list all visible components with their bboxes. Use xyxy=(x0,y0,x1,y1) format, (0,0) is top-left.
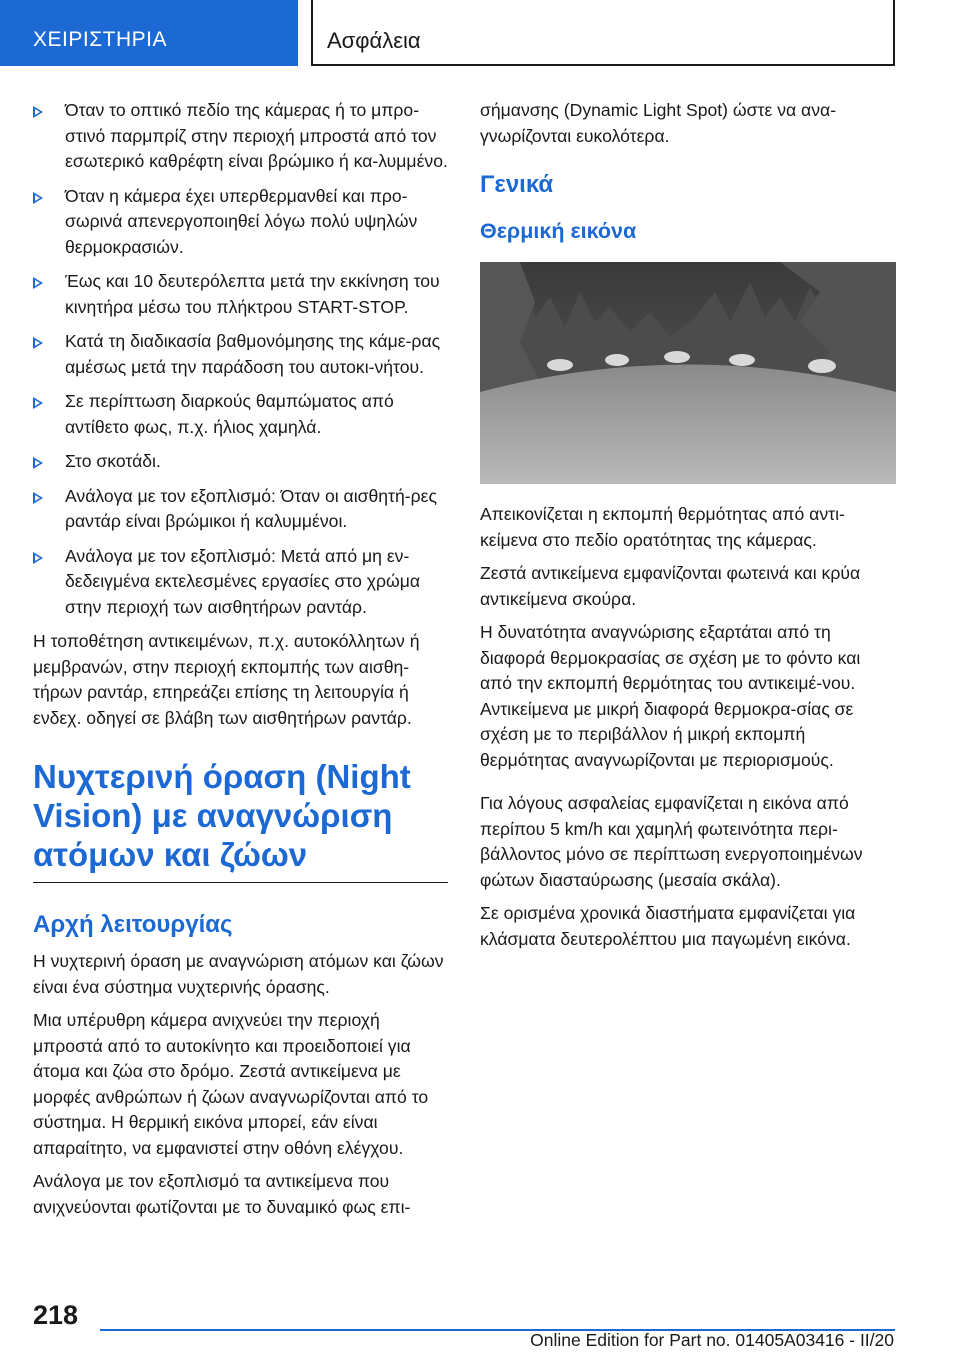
road-ground xyxy=(480,365,896,485)
continued-paragraph: σήμανσης (Dynamic Light Spot) ώστε να ανα-γνωρίζονται ευκολότερα. xyxy=(480,100,837,146)
principle-paragraph-1: Η νυχτερινή όραση με αναγνώριση ατόμων και ζώων είναι ένα σύστημα νυχτερινής όρασης. xyxy=(33,951,444,997)
chapter-heading-night-vision: Νυχτερινή όραση (Night Vision) με αναγνώριση ατόμων και ζώων xyxy=(33,757,448,883)
thermal-image-illustration xyxy=(480,262,896,484)
triangle-bullet-icon xyxy=(33,397,43,409)
triangle-bullet-icon xyxy=(33,457,43,469)
right-column xyxy=(480,98,896,960)
list-item: Όταν το οπτικό πεδίο της κάμερας ή το μπρο-στινό παρμπρίζ στην περιοχή μπροστά από τον εσωτερικό καθρέφτη είναι βρώμικο ή κα-λυμμένο. xyxy=(33,98,448,175)
heading-thermal-image: Θερμική εικόνα xyxy=(480,219,637,243)
limitations-list xyxy=(33,98,448,620)
triangle-bullet-icon xyxy=(33,192,43,204)
principle-paragraph-2: Μια υπέρυθρη κάμερα ανιχνεύει την περιοχή μπροστά από το αυτοκίνητο και προειδοποιεί για άτομα και ζώα στο δρόμο. Ζεστά αντικείμενα με μορφές ανθρώπων ή ζώων αναγνωρίζονται από το σύστημα. Η θερμική εικόνα μπορεί, εάν είναι απαραίτητο, να εμφανιστεί στην οθόνη ελέγχου. xyxy=(33,1010,429,1158)
list-item: Όταν η κάμερα έχει υπερθερμανθεί και προ-σωρινά απενεργοποιηθεί λόγω πολύ υψηλών θερμοκρασιών. xyxy=(33,184,448,261)
left-column xyxy=(33,98,448,1228)
thermal-paragraph-1: Απεικονίζεται η εκπομπή θερμότητας από αντι-κείμενα στο πεδίο ορατότητας της κάμερας. xyxy=(480,504,845,550)
triangle-bullet-icon xyxy=(33,337,43,349)
heading-general: Γενικά xyxy=(480,171,554,198)
thermal-paragraph-5: Σε ορισμένα χρονικά διαστήματα εμφανίζεται για κλάσματα δευτερολέπτου μια παγωμένη εικόνα. xyxy=(480,903,856,949)
section-title: Ασφάλεια xyxy=(327,28,421,53)
list-item: Ανάλογα με τον εξοπλισμό: Μετά από μη εν-δεδειγμένα εκτελεσμένες εργασίες στο χρώμα στην περιοχή των αισθητήρων ραντάρ. xyxy=(33,544,448,621)
heading-principle: Αρχή λειτουργίας xyxy=(33,911,233,938)
principle-paragraph-3: Ανάλογα με τον εξοπλισμό τα αντικείμενα που ανιχνεύονται φωτίζονται με το δυναμικό φως επι- xyxy=(33,1171,411,1217)
list-item: Ανάλογα με τον εξοπλισμό: Όταν οι αισθητή-ρες ραντάρ είναι βρώμικοι ή καλυμμένοι. xyxy=(33,484,448,535)
list-item: Σε περίπτωση διαρκούς θαμπώματος από αντίθετο φως, π.χ. ήλιος χαμηλά. xyxy=(33,389,448,440)
triangle-bullet-icon xyxy=(33,106,43,118)
triangle-bullet-icon xyxy=(33,277,43,289)
list-item: Στο σκοτάδι. xyxy=(33,449,448,475)
triangle-bullet-icon xyxy=(33,492,43,504)
section-title-box xyxy=(311,0,895,66)
chapter-tab[interactable] xyxy=(0,0,298,66)
triangle-bullet-icon xyxy=(33,552,43,564)
sensor-warning-paragraph: Η τοποθέτηση αντικειμένων, π.χ. αυτοκόλλητων ή μεμβρανών, στην περιοχή εκπομπής των αισθη-τήρων ραντάρ, επηρεάζει επίσης τη λειτουργία ή ενδεχ. οδηγεί σε βλάβη των αισθητήρων ραντάρ. xyxy=(33,631,420,728)
page-number: 218 xyxy=(33,1300,79,1330)
edition-link[interactable]: Online Edition for Part no. 01405A03416 - II/20 xyxy=(530,1330,894,1350)
thermal-paragraph-2: Ζεστά αντικείμενα εμφανίζονται φωτεινά και κρύα αντικείμενα σκούρα. xyxy=(480,563,861,609)
thermal-paragraph-4: Για λόγους ασφαλείας εμφανίζεται η εικόνα από περίπου 5 km/h και χαμηλή φωτεινότητα περι-βάλλοντος μόνο σε περίπτωση ενεργοποιημένων φώτων διασταύρωσης (μεσαία σκάλα). xyxy=(480,793,863,890)
chapter-tab-label: ΧΕΙΡΙΣΤΗΡΙΑ xyxy=(33,28,168,51)
list-item: Κατά τη διαδικασία βαθμονόμησης της κάμε-ρας αμέσως μετά την παράδοση του αυτοκι-νήτου. xyxy=(33,329,448,380)
thermal-paragraph-3: Η δυνατότητα αναγνώρισης εξαρτάται από τη διαφορά θερμοκρασίας σε σχέση με το φόντο και από την εκπομπή θερμότητας του αντικειμέ-νου. Αντικείμενα με μικρή διαφορά θερμοκρα-σίας σε σχέση με το περιβάλλον ή μικρή εκπομπή θερμότητας αναγνωρίζονται με περιορισμούς. xyxy=(480,622,861,770)
list-item: Έως και 10 δευτερόλεπτα μετά την εκκίνηση του κινητήρα μέσω του πλήκτρου START-STOP. xyxy=(33,269,448,320)
